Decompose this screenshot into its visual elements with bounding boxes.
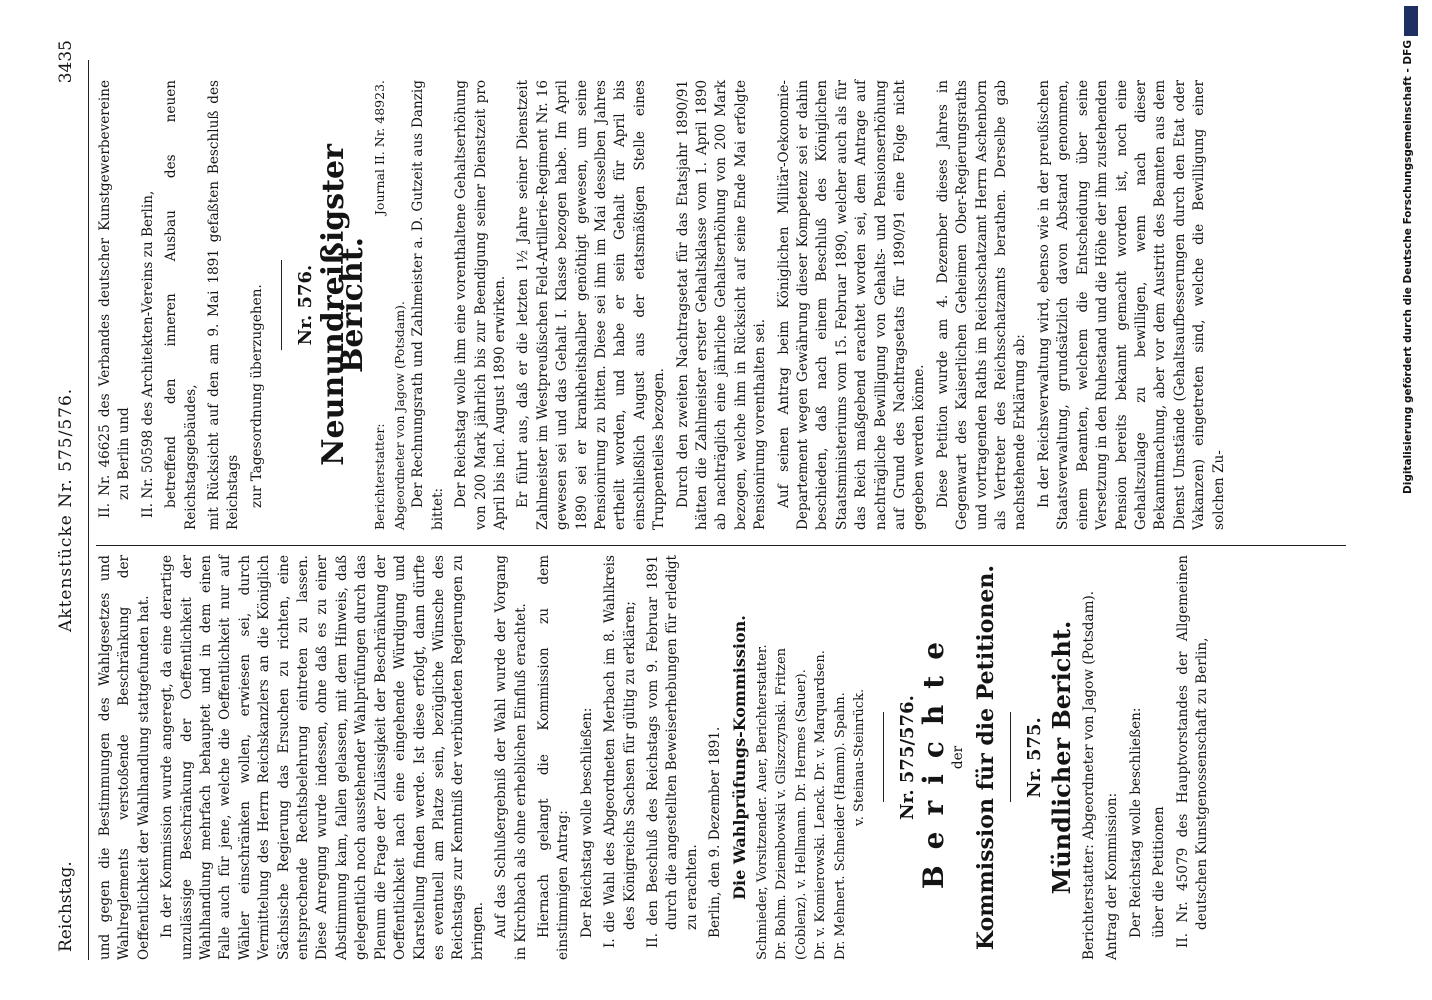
reporter-line: Berichterstatter: Abgeordneter von Jagow (Potsdam). — [1080, 590, 1097, 960]
dfg-credit: Digitalisierung gefördert durch die Deutsche Forschungsgemeinschaft - DFG — [1402, 40, 1414, 494]
header-rule — [88, 60, 89, 960]
signatory-line: v. Steinau-Steinrück. — [852, 688, 868, 827]
section-heading: Berichte — [916, 625, 950, 890]
petition-item: II. Nr. 50598 des Architekten-Vereins zu Berlin, — [139, 190, 156, 518]
separator — [883, 713, 884, 803]
reporter-label: Berichterstatter: — [372, 423, 388, 530]
paragraph: In der Reichsverwaltung wird, ebenso wie in der preußischen Staatsverwaltung, grundsätzlich davon Abstand genommen, einem Beamten, welchem die Entscheidung über seine Versetzung in den Ruhestand und die Höhe der ihm zustehenden Pension bereits bekannt gemacht worden ist, noch eine Gehaltszulage zu bewilligen, wenn nach dieser Bekanntmachung, aber vor dem Austritt des Beamten aus dem Dienst Umstände (Gehaltsaufbesserungen durch den Etat oder Vakanzen) eingetreten sind, welche die Bewilligung einer solchen Zu- — [1035, 80, 1227, 530]
paragraph: Hiernach gelangt die Kommission zu dem einstimmigen Antrag: — [535, 555, 572, 960]
commission-title: Die Wahlprüfungs-Kommission. — [729, 615, 749, 900]
signatory-line: Schmieder, Vorsitzender. Auer, Berichterstatter. — [755, 644, 770, 960]
paragraph: Durch den zweiten Nachtragsetat für das Etatsjahr 1890/91 hätten die Zahlmeister erster Gehaltsklasse vom 1. April 1890 ab nachträglich eine jährliche Gehaltserhöhung von 200 Mark bezogen, welche ihm in Rücksicht auf seine Ende Mai erfolgte Pensionirung vorenthalten sei. — [674, 80, 769, 530]
section-number: Nr. 575/576. — [897, 695, 919, 820]
motion-heading: Antrag der Kommission: — [1104, 792, 1121, 960]
right-column — [96, 80, 1233, 530]
separator — [1010, 713, 1011, 803]
report-title: Neunundreißigster Bericht. — [315, 144, 371, 466]
motion-text: über die Petitionen — [1151, 806, 1168, 938]
signatory-line: (Coblenz). v. Hellmann. Dr. Hermes (Sauer). — [793, 669, 809, 960]
paragraph: Der Rechnungsrath und Zahlmeister a. D. Gutzeit aus Danzig bittet: — [410, 80, 446, 530]
reporter-name: Abgeordneter von Jagow (Potsdam). — [391, 301, 407, 530]
paragraph: und gegen die Bestimmungen des Wahlgesetzes und Wahlreglements verstoßende Beschränkung der Oeffentlichkeit der Wahlhandlung stattgefunden hat. — [97, 555, 152, 960]
petition-item: II. Nr. 46625 des Verbandes deutscher Kunstgewerbevereine zu Berlin und — [97, 80, 133, 518]
date-line: Berlin, den 9. Dezember 1891. — [707, 726, 724, 938]
header-title: Aktenstücke Nr. 575/576. — [56, 387, 76, 632]
motion-item: II. den Beschluß des Reichstags vom 9. Februar 1891 durch die angestellten Beweiserhebungen für erledigt zu erachten. — [644, 555, 700, 948]
signatory-line: Dr. v. Komierowski. Lenck. Dr. v. Marquardsen. — [813, 650, 829, 960]
paragraph: Auf seinen Antrag beim Königlichen Militär-Oekonomie-Departement wegen Gewährung dieser Kompetenz sei er dahin beschieden, daß nach einem Beschluß des Königlichen Staatsministeriums vom 15. Februar 1890, welcher auch als für das Reich maßgebend erachtet worden sei, dem Antrage auf nachträgliche Bewilligung von Gehalts- und Pensionserhöhung auf Grund des Nachtragsetats für 1890/91 eine Folge nicht gegeben werden könne. — [775, 80, 928, 530]
paragraph: Der Reichstag wolle ihm eine vorenthaltene Gehaltserhöhung von 200 Mark jährlich bis zur Beendigung seiner Dienstzeit pro April bis incl. August 1890 erwirken. — [453, 80, 508, 530]
paragraph: Auf das Schlußergebniß der Wahl wurde der Vorgang in Kirchbach als ohne erheblichen Einfluß erachtet. — [493, 555, 529, 960]
header-left: Reichstag. — [56, 861, 76, 952]
report-number: Nr. 575. — [1024, 717, 1046, 798]
motion-item: I. die Wahl des Abgeordneten Merbach im 8. Wahlkreis des Königreichs Sachsen für gültig zu erklären; — [602, 555, 638, 948]
report-title: Mündlicher Bericht. — [1047, 620, 1077, 895]
paragraph: In der Kommission wurde angeregt, da eine derartige unzulässige Beschränkung der Oeffentlichkeit der Wahlhandlung mehrfach behauptet und in dem einen Falle auch für jene, welche die Oeffentlichkeit nur auf Wähler einschränken wollen, erwiesen sei, durch Vermittelung des Herrn Reichskanzlers an die Königlich Sächsische Regierung das Ersuchen zu richten, eine entsprechende Rechtsbelehrung eintreten zu lassen. Diese Anregung wurde indessen, ohne daß es zu einer Abstimmung kam, fallen gelassen, mit dem Hinweis, daß gelegentlich noch ausstehender Wahlprüfungen durch das Plenum die Frage der Zulässigkeit der Beschränkung der Oeffentlichkeit nach eine eingehende Würdigung und Klarstellung finden werde. Ist diese erfolgt, dann dürfte es eventuell am Platze sein, bezügliche Wünsche des Reichstags zur Kenntniß der verbündeten Regierungen zu bringen. — [159, 555, 486, 960]
report-number: Nr. 576. — [295, 264, 317, 346]
signatories — [753, 555, 869, 960]
petition-item: II. Nr. 45079 des Hauptvorstandes der Allgemeinen deutschen Kunstgenossenschaft zu Berlin, — [1174, 555, 1210, 948]
reporter-row — [370, 80, 409, 530]
motion-lead: Der Reichstag wolle beschließen: — [1127, 707, 1144, 938]
commission-heading: Kommission für die Petitionen. — [972, 564, 999, 951]
left-column — [96, 555, 1216, 960]
journal-number: Journal II. Nr. 48923. — [372, 80, 388, 216]
heading-der: der — [950, 745, 967, 770]
signatory-line: Dr. Mehnert. Schneider (Hamm). Spahn. — [832, 692, 848, 960]
petition-resolution: mit Rücksicht auf den am 9. Mai 1891 gefaßten Beschluß des Reichstags — [206, 80, 242, 530]
motion-lead: Der Reichstag wolle beschließen: — [578, 707, 595, 938]
column-divider — [96, 545, 1346, 546]
paragraph: Er führt aus, daß er die letzten 1½ Jahre seiner Dienstzeit Zahlmeister im Westpreußischen Feld-Artillerie-Regiment Nr. 16 gewesen sei und das Gehalt I. Klasse bezogen habe. Im April 1890 sei er krankheitshalber genöthigt gewesen, um seine Pensionirung zu bitten. Diese sei ihm im Mai desselben Jahres ertheilt worden, und habe er sein Gehalt für April bis einschließlich August aus der etatsmäßigen Stelle eines Truppenteiles bezogen. — [515, 80, 668, 530]
paragraph: Diese Petition wurde am 4. Dezember dieses Jahres in Gegenwart des Kaiserlichen Geheimen Ober-Regierungsraths und vortragenden Raths im Reichsschatzamt Herrn Aschenborn als Vertreter des Reichsschatzamts berathen. Derselbe gab nachstehende Erklärung ab: — [934, 80, 1029, 530]
signatory-line: Dr. Bohm. Dziembowski v. Gliszczynski. Fritzen — [774, 647, 790, 960]
petition-resolution-end: zur Tagesordnung überzugehen. — [248, 284, 265, 508]
separator — [281, 260, 282, 350]
page-number: 3435 — [56, 40, 76, 84]
page-header — [56, 40, 86, 952]
petition-subject: betreffend den inneren Ausbau des neuen Reichstagsgebäudes, — [163, 80, 199, 530]
dfg-logo — [1404, 6, 1418, 36]
dfg-sidebar — [1400, 0, 1426, 1000]
